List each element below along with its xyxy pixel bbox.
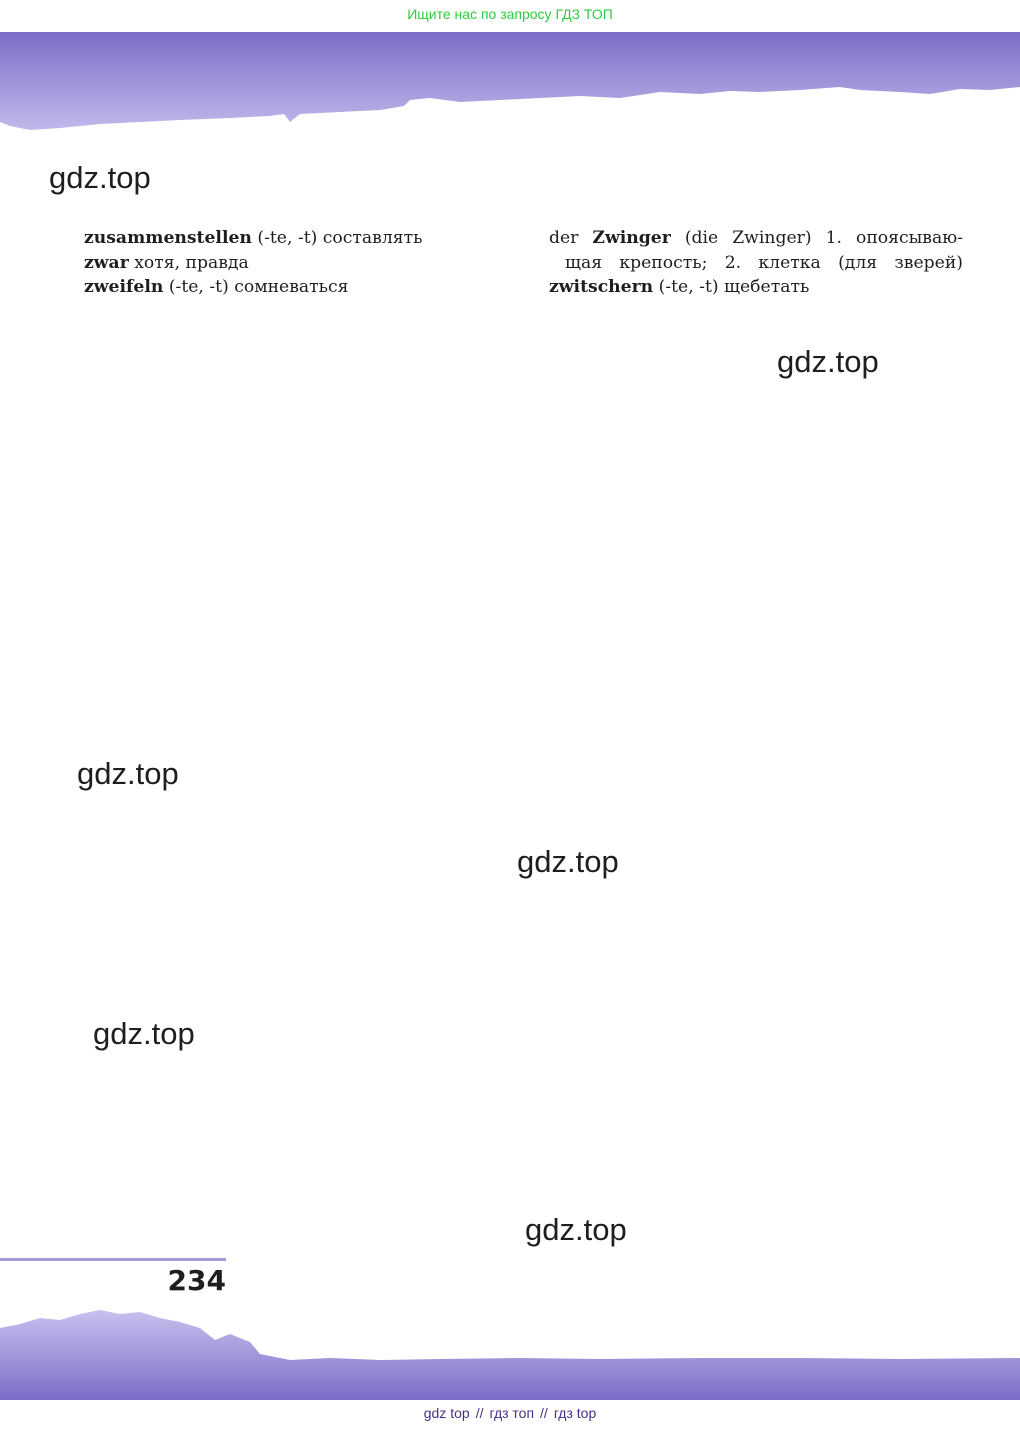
watermark: gdz.top <box>525 1212 627 1247</box>
search-hint: Ищите нас по запросу ГДЗ ТОП <box>407 6 613 22</box>
page-number: 234 <box>167 1264 226 1297</box>
footer-decorative-band <box>0 1300 1020 1400</box>
footer-links <box>0 1405 1020 1421</box>
watermark: gdz.top <box>49 160 151 195</box>
headword: Zwinger <box>592 228 671 248</box>
definition: (die Zwinger) 1. опоясываю- <box>670 228 963 248</box>
header-decorative-band <box>0 32 1020 142</box>
watermark: gdz.top <box>517 844 619 879</box>
watermark: gdz.top <box>93 1016 195 1051</box>
footer-separator: // <box>475 1405 484 1421</box>
headword: zwar <box>84 252 129 273</box>
glossary-entry <box>549 275 963 300</box>
watermark: gdz.top <box>77 756 179 791</box>
footer-link[interactable]: гдз top <box>553 1405 597 1421</box>
footer-link[interactable]: gdz top <box>423 1405 470 1421</box>
glossary-right-column <box>549 226 963 300</box>
footer-link[interactable]: гдз топ <box>489 1405 535 1421</box>
glossary-entry <box>84 226 484 251</box>
article: der <box>549 228 593 248</box>
glossary-entry <box>84 275 484 300</box>
glossary-entry <box>549 226 963 251</box>
glossary-entry-continuation: щая крепость; 2. клетка (для зверей) <box>565 252 963 273</box>
headword: zweifeln <box>84 277 164 297</box>
definition: (-te, -t) сомневаться <box>163 277 349 297</box>
headword: zwitschern <box>549 277 654 297</box>
page-number-rule <box>0 1258 226 1261</box>
footer-separator: // <box>540 1405 548 1421</box>
definition: (-te, -t) составлять <box>251 228 423 248</box>
glossary-left-column <box>84 226 484 300</box>
glossary-entry <box>84 251 484 276</box>
definition: (-te, -t) щебетать <box>653 277 810 297</box>
headword: zusammenstellen <box>84 228 252 248</box>
definition: хотя, правда <box>128 252 249 273</box>
watermark: gdz.top <box>777 344 879 379</box>
